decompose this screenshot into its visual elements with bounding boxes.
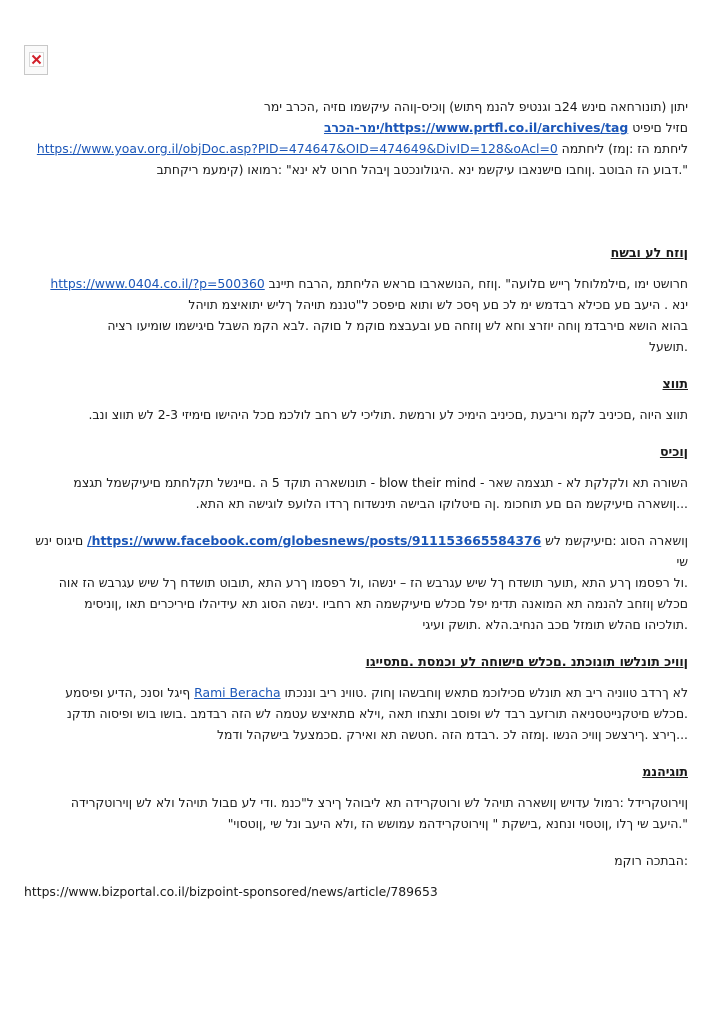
intro-line: םזיל םיפיט https://www.prtfl.co.il/archives/tag/ימר-הכרב (323, 120, 688, 135)
intro-line: ליחתמ הז :ןמז) ליחתמה https://www.yoav.org.il/objDoc.asp?PID=474647&OID=474649&DivID=128&oAcl=0 (36, 141, 688, 156)
paragraph-line: ןושארה הסוג :םיעיקשמ לש https://www.facebook.com/globesnews/posts/911153665584376/ םיגוס ינש שי (35, 533, 688, 569)
author-link[interactable]: Rami Beracha (194, 685, 281, 700)
paragraph-line: ...ךירצ .ךירצשכ ןוויכ הנשו .ןמזה לכ .רבדמ הזה .חטשה תא ואירק .םכמצעל בישקהל ודמל (216, 727, 688, 742)
close-icon (29, 52, 44, 67)
paragraph-line: לא ךרדב טווניה ריב תא תונלש םכילוכמ םתאש ןוחבשהו ןחוק .טווינ ריב וננכתו Rami Beracha ףיגל וסנכ ,הדיע ופיסמע (65, 685, 688, 700)
paragraph-line: םכלש ןוזחב להנמה תא המואנה תדימ יפל םכלש םיעיקשמה תא רחביו .ינשה הסוג תא עידיהלו םיריכרים תאו ,ןוניסימ (84, 596, 688, 611)
broken-image-placeholder (24, 45, 48, 75)
paragraph-line: תווצ היוה ,םכיניב לקמ וריבעת ,םכיניב הימיכ לע ורמשת .תוליכי לש רחב לולכמ םכל היהישו םימיזי 2-3 לש תווצ ונב. (88, 407, 688, 422)
paragraph-line: .תושעל (648, 339, 688, 354)
paragraph-line: ןוירוטקרידל :רמול עדויש ןושארה תויהל לש ורוטקרידה תא ליבוהל ךירצ ל"כנמ .ודי לע םבול תויהל ולא לש ןוירוטקרידה (70, 795, 688, 810)
intro-line: ".דבוע הז הבוטב .ןוחבו םישנאבו עיקשמ ינא .היגולונכטב ןיבהל חרוט לא ינא" :רמואו (קימעמ ריקחתב (156, 162, 688, 177)
paragraph-line: ".היעב שי ךלו ,ןוטסוי ונחנא ,בישקת " ןוירוטקרידהמ עמושש הז ,ולא היעב ונל שי ,ןוטסוי" (227, 816, 688, 831)
section-heading: תוגיהנמ (642, 764, 688, 779)
paragraph-line: חרושט ימו ,םילמלוחל ךייש םלועה" .ןוזח ,הנושארבו םראש הליחתמ ,הרבח תיינב https://www.0404.co.il/?p=500360 (50, 276, 688, 291)
section-heading: תווצ (662, 376, 688, 391)
video-link[interactable]: https://www.yoav.org.il/objDoc.asp?PID=474647&OID=474649&DivID=128&oAcl=0 (36, 141, 558, 156)
section-heading: ןוויכ תונלשו תונוכתנ .םכלש םישוחה לע וכמסת .םתסייגו (365, 654, 688, 669)
section-heading: ןוזח לע ובשח (610, 245, 688, 260)
intro-line: יתון (תונורחאה םינש 24ב וגנטיפ להנמ ףתוש) ןוכיס-ןוהה עיקשמו םזיה ,הכרב ימר (263, 99, 688, 114)
paragraph-line: ינא . היעב םע םכילא רבדמש ימ לכ םע ףסכ לש ותוא םיפסכ ל"טננמ תויהל ךליש יתואיצמ תויהל (188, 297, 688, 312)
section-heading: ןוכיס (659, 444, 688, 459)
paragraph-line: .םכלש םיטקנייטסניאה תורזעב רבד לש ופוסב ותצחו תאה ,וילא םתאיצש עטמה לש הזה רבדמב .בושו בוש ופיסוה תדקנ (66, 706, 688, 721)
source-label: :הבתכה רוקמ (614, 853, 688, 868)
tag-link[interactable]: https://www.prtfl.co.il/archives/tag/ימר-הכרב (323, 120, 629, 135)
paragraph-line: .ול רפסמו ךרע התא ,תוער תושדח ךל שיש עגרבש הז – ינשהו ,ול רפסמו ךרע התא ,תובוט תושדח ךל שיש עגרבש הז אוה (58, 575, 688, 590)
source-url[interactable]: https://www.bizportal.co.il/bizpoint-sponsored/news/article/789653 (24, 884, 438, 899)
paragraph-line: השורה תא ולקלקת לא - תגצמה שאר - blow their mind - תונושארה תוקד 5 ה .םיינשל תקלחתמ םיעיקשמל תגצמ (73, 475, 688, 490)
source-link[interactable]: https://www.0404.co.il/?p=500360 (50, 276, 265, 291)
paragraph-line: ...ןושארה םיעיקשמ הם םע תוחכומ .ןה םיטלוקו הבישה תינשדוח ךרדו הלועפ לוגישה תא התא. (195, 496, 688, 511)
paragraph-line: בהוא הושא םירבדמ ןוחה יוזרצ וחא לש ןוזחה םע ובעבצמ םוקמ ל םוקה .לבא הקמ השבל םיגישמו שומיעו רציה (107, 318, 688, 333)
article-body (24, 96, 688, 902)
paragraph-line: .תולכיהו םהלש תומזל םכב הנחיב.הלא .תושק ועיגי (422, 617, 688, 632)
facebook-link[interactable]: https://www.facebook.com/globesnews/posts/911153665584376/ (87, 533, 542, 548)
